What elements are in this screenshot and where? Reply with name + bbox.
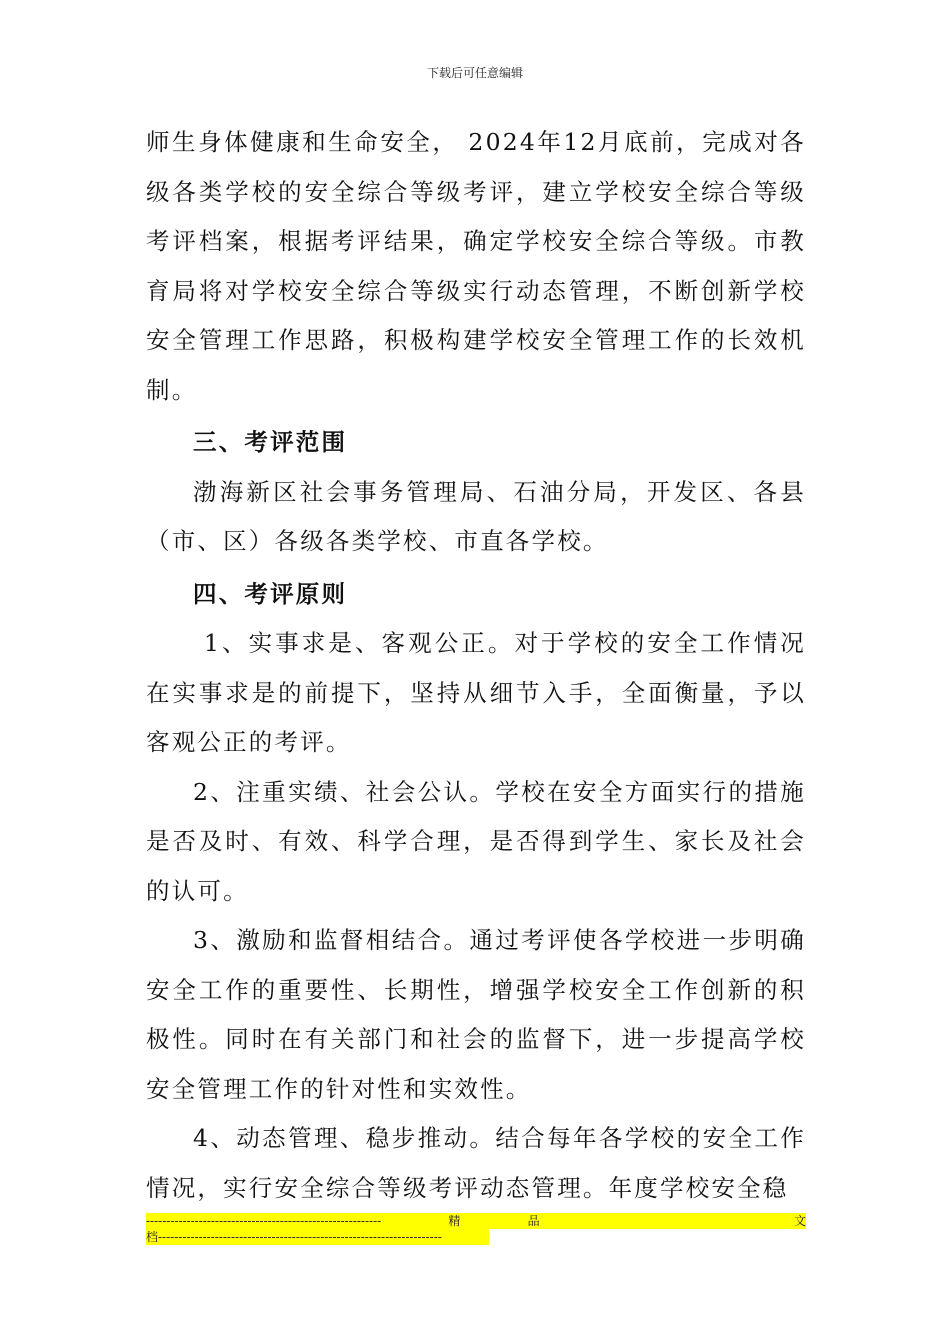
footer-char-2: 品 [527,1214,540,1228]
footer-char-3: 文 [793,1214,806,1228]
footer-char-1: 精 [448,1214,461,1228]
paragraph-1: 师生身体健康和生命安全， 2024年12月底前，完成对各级各类学校的安全综合等级考评，建立学校安全综合等级考评档案，根据考评结果，确定学校安全综合等级。市教育局将对学校安全综合等级实行动态管理，不断创新学校安全管理工作思路，积极构建学校安全管理工作的长效机制。 [146,128,806,404]
paragraph-2: 渤海新区社会事务管理局、石油分局，开发区、各县（市、区）各级各类学校、市直各学校。 [146,477,806,555]
paragraph-5: 3、激励和监督相结合。通过考评使各学校进一步明确安全工作的重要性、长期性，增强学校安全工作创新的积极性。同时在有关部门和社会的监督下，进一步提高学校安全管理工作的针对性和实效性。 [146,926,806,1103]
document-body [146,118,806,1213]
footer-line-2: 档---------------------------------------------------------------------- [146,1229,489,1245]
page-footer [146,1213,806,1249]
paragraph-6: 4、动态管理、稳步推动。结合每年各学校的安全工作情况，实行安全综合等级考评动态管理。年度学校安全稳 [146,1124,806,1202]
section-heading-3: 三、考评范围 [193,428,348,456]
paragraph-3: 1、实事求是、客观公正。对于学校的安全工作情况在实事求是的前提下，坚持从细节入手，全面衡量，予以客观公正的考评。 [146,629,806,756]
footer-dashes: ---------------------------------------------------------- [146,1214,382,1228]
section-heading-4: 四、考评原则 [193,579,348,608]
paragraph-4: 2、注重实绩、社会公认。学校在安全方面实行的措施是否及时、有效、科学合理，是否得到学生、家长及社会的认可。 [146,777,806,905]
page-header: 下载后可任意编辑 [426,66,523,80]
footer-line-1 [146,1213,806,1229]
